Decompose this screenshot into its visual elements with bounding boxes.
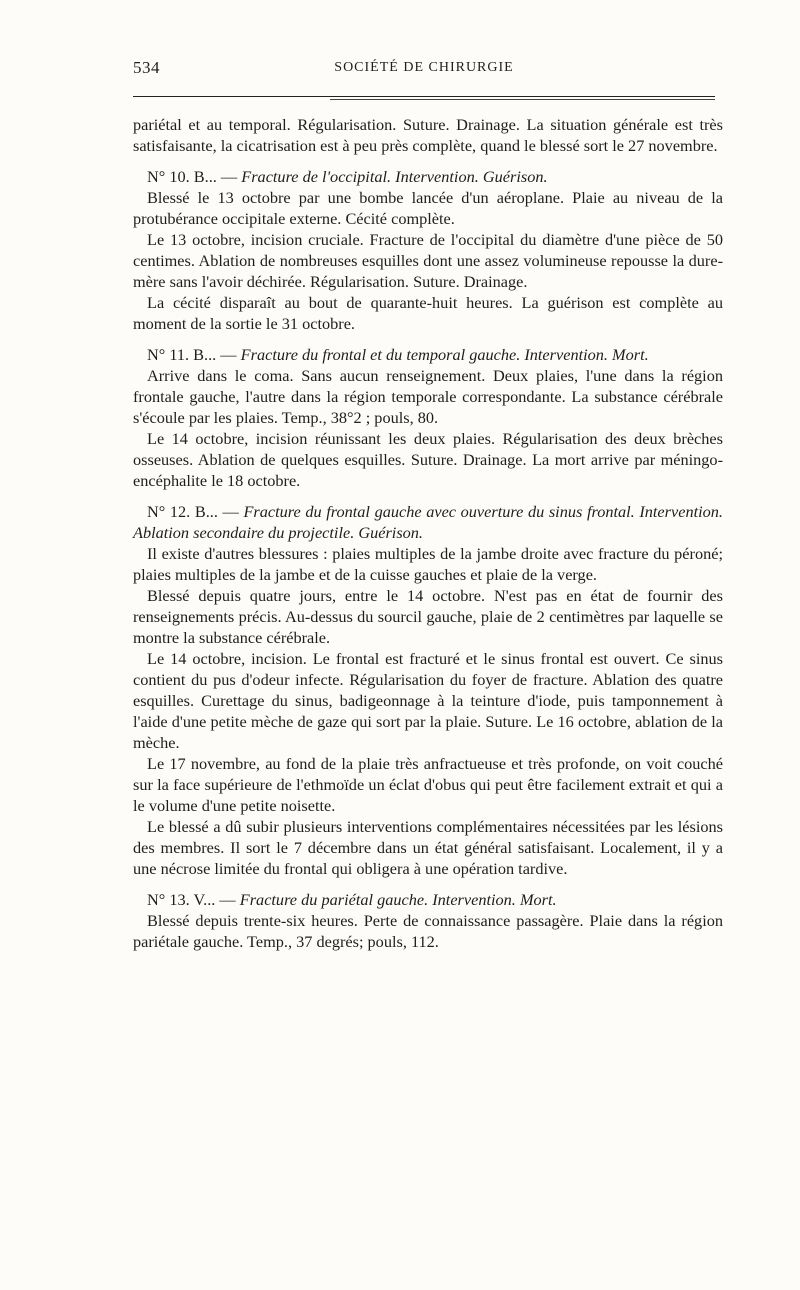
paragraph: Blessé le 13 octobre par une bombe lancée d'un aéroplane. Plaie au niveau de la protubérance occipitale externe. Cécité complète. [133,188,723,228]
case-number: N° 13. V... — [147,890,236,909]
case-title: Fracture de l'occipital. Intervention. Guérison. [241,167,548,186]
paragraph: Blessé depuis trente-six heures. Perte de connaissance passagère. Plaie dans la région pariétale gauche. Temp., 37 degrés; pouls, 112. [133,911,723,951]
case-heading [133,166,723,187]
running-title: SOCIÉTÉ DE CHIRURGIE [334,60,514,75]
paragraph: Arrive dans le coma. Sans aucun renseignement. Deux plaies, l'une dans la région frontale gauche, l'autre dans la région temporale correspondante. La substance cérébrale s'écoule par les plaies. Temp., 38°2 ; pouls, 80. [133,366,723,427]
paragraph: pariétal et au temporal. Régularisation. Suture. Drainage. La situation générale est très satisfaisante, la cicatrisation est à peu près complète, quand le blessé sort le 27 novembre. [133,115,723,155]
page-header [133,58,715,86]
case-title: Fracture du frontal et du temporal gauche. Intervention. Mort. [240,345,649,364]
case-heading [133,344,723,365]
case-number: N° 11. B... — [147,345,237,364]
paragraph: Le 14 octobre, incision réunissant les deux plaies. Régularisation des deux brèches osseuses. Ablation de quelques esquilles. Suture. Drainage. La mort arrive par méningo-encéphalite le 18 octobre. [133,429,723,490]
paragraph: Blessé depuis quatre jours, entre le 14 octobre. N'est pas en état de fournir des renseignements précis. Au-dessus du sourcil gauche, plaie de 2 centimètres par laquelle se montre la substance cérébrale. [133,586,723,647]
paragraph: Le 13 octobre, incision cruciale. Fracture de l'occipital du diamètre d'une pièce de 50 centimes. Ablation de nombreuses esquilles dont une assez volumineuse repousse la dure-mère sans l'avoir déchirée. Régularisation. Suture. Drainage. [133,230,723,291]
paragraph: Le 17 novembre, au fond de la plaie très anfractueuse et très profonde, on voit couché sur la face supérieure de l'ethmoïde un éclat d'obus qui peut être facilement extrait et qui a le volume d'une petite noisette. [133,754,723,815]
case-heading [133,501,723,543]
case-title: Fracture du frontal gauche avec ouverture du sinus frontal. Intervention. Ablation secondaire du projectile. Guérison. [133,502,723,542]
paragraph: Le blessé a dû subir plusieurs interventions complémentaires nécessitées par les lésions des membres. Il sort le 7 décembre dans un état général satisfaisant. Localement, il y a une nécrose limitée du frontal qui obligera à une opération tardive. [133,817,723,878]
page-number: 534 [133,58,160,77]
case-number: N° 12. B... — [147,502,239,521]
case-number: N° 10. B... — [147,167,238,186]
body-text [133,114,723,952]
paragraph: Il existe d'autres blessures : plaies multiples de la jambe droite avec fracture du péroné; plaies multiples de la jambe et de la cuisse gauches et plaie de la verge. [133,544,723,584]
case-heading [133,889,723,910]
header-rule [133,96,715,97]
case-title: Fracture du pariétal gauche. Intervention. Mort. [239,890,557,909]
header-rule-secondary [330,99,715,100]
paragraph: Le 14 octobre, incision. Le frontal est fracturé et le sinus frontal est ouvert. Ce sinus contient du pus d'odeur infecte. Régularisation du foyer de fracture. Ablation des quatre esquilles. Curettage du sinus, badigeonnage à la teinture d'iode, puis tamponnement à l'aide d'une petite mèche de gaze qui sort par la plaie. Suture. Le 16 octobre, ablation de la mèche. [133,649,723,752]
paragraph: La cécité disparaît au bout de quarante-huit heures. La guérison est complète au moment de la sortie le 31 octobre. [133,293,723,333]
